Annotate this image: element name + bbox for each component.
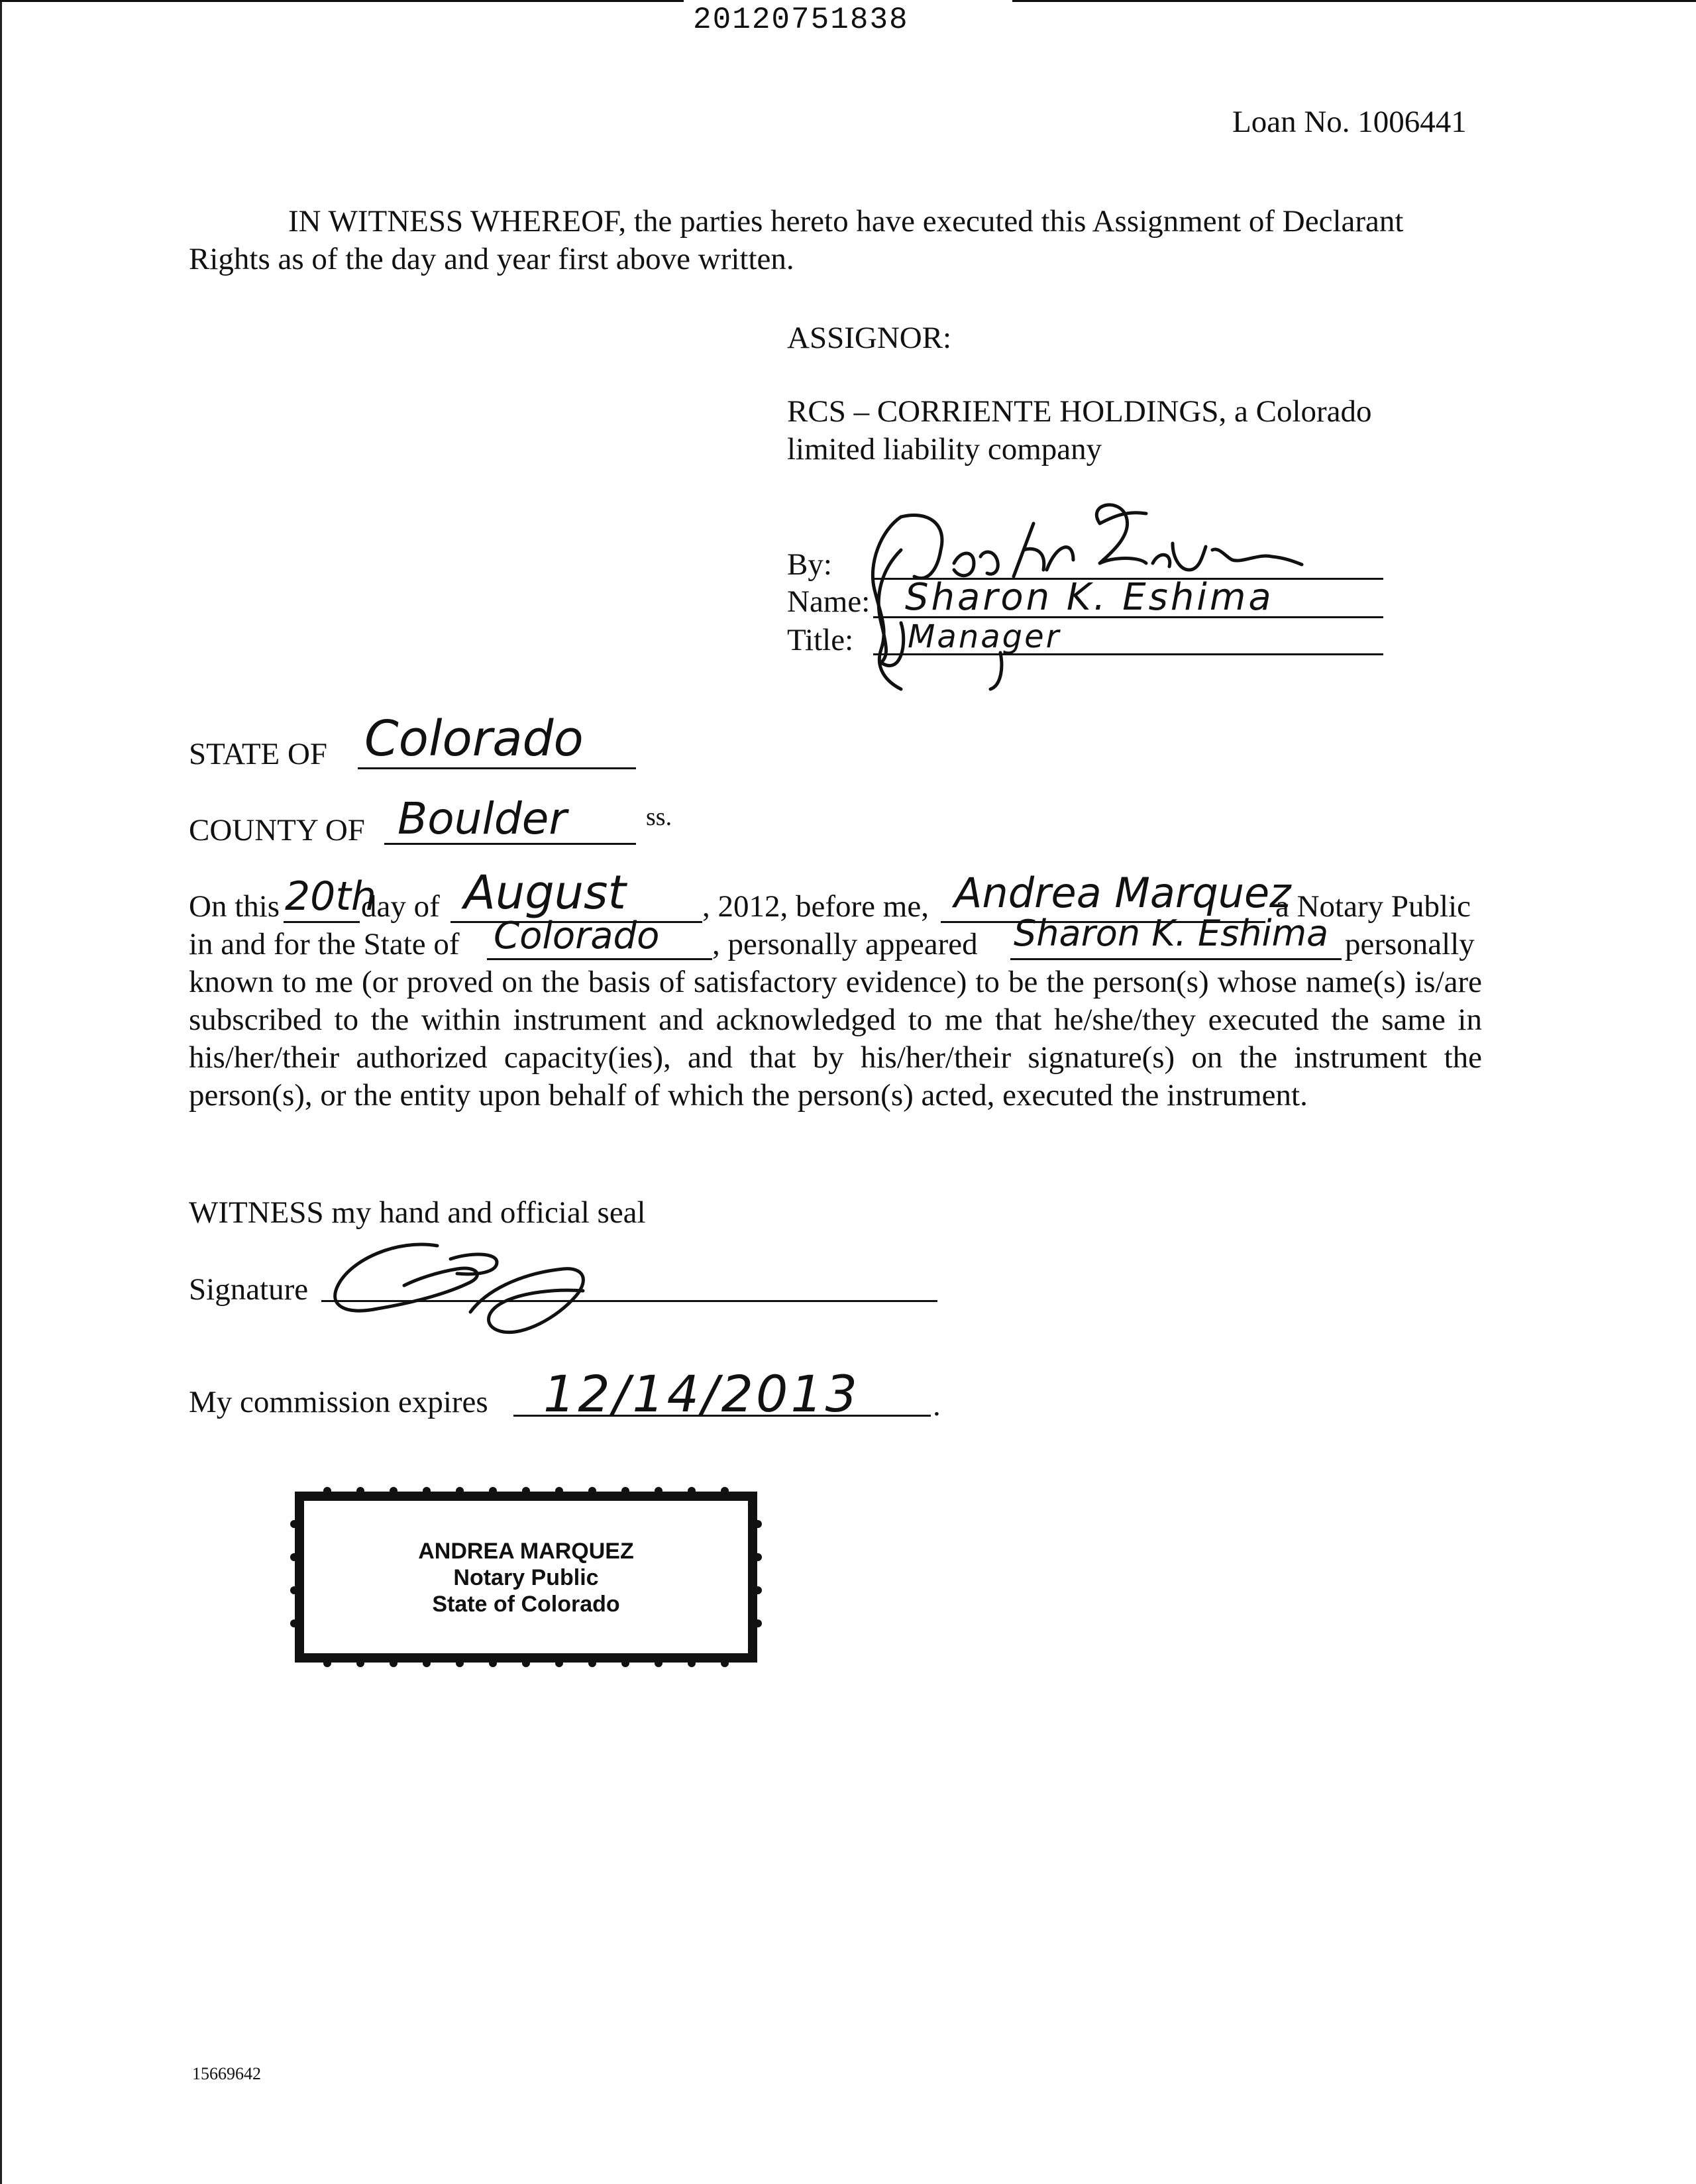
recording-number: 20120751838	[693, 3, 909, 37]
commission-value: 12/14/2013	[543, 1364, 861, 1423]
assignor-heading: ASSIGNOR:	[787, 321, 952, 355]
witness-clause-line1: IN WITNESS WHEREOF, the parties hereto have executed this Assignment of Declarant	[288, 204, 1404, 239]
ack-body: known to me (or proved on the basis of satisfactory evidence) to be the person(s) whose name(s) is/are subscribed to the within instrument and acknowledged to me that he/she/they executed the same in his/her/their authorized capacity(ies), and that by his/her/their signature(s) on the instrument the person(s), or the entity upon behalf of which the person(s) acted, executed the instrument.	[189, 965, 1482, 1113]
ack-notary-public: a Notary Public	[1275, 889, 1471, 924]
commission-period: .	[933, 1388, 941, 1423]
ack-state-value: Colorado	[494, 914, 660, 957]
stamp-state: State of Colorado	[432, 1592, 620, 1617]
scan-edge	[0, 0, 2, 2184]
witness-clause-line2: Rights as of the day and year first above written.	[189, 242, 794, 276]
ack-personally: personally	[1345, 927, 1475, 961]
name-label: Name:	[787, 584, 871, 619]
state-label: STATE OF	[189, 737, 328, 771]
county-value: Boulder	[398, 793, 567, 844]
ack-month-value: August	[464, 865, 626, 920]
top-rule-right	[1012, 0, 1696, 2]
bracket-mark	[861, 543, 928, 702]
ack-in-and-for: in and for the State of	[189, 927, 460, 961]
loan-number: Loan No. 1006441	[1232, 105, 1467, 139]
commission-label: My commission expires	[189, 1385, 488, 1419]
ack-day-of: day of	[361, 889, 440, 924]
title-descender	[987, 649, 1020, 696]
assignor-title-value: Manager	[908, 618, 1061, 655]
assignor-signature-text	[901, 523, 1274, 573]
assignor-company-line2: limited liability company	[787, 432, 1102, 466]
notary-signature	[318, 1232, 610, 1345]
title-label: Title:	[787, 623, 854, 657]
stamp-title: Notary Public	[453, 1565, 599, 1590]
top-rule-left	[0, 0, 684, 2]
ack-day-value: 20th	[285, 873, 376, 920]
ack-on-this: On this	[189, 889, 280, 924]
ack-personally-appeared: , personally appeared	[712, 927, 978, 961]
ack-state-underline	[487, 958, 712, 960]
witness-line: WITNESS my hand and official seal	[189, 1195, 646, 1230]
by-label: By:	[787, 547, 832, 582]
ack-day-underline	[284, 921, 360, 923]
state-value: Colorado	[364, 710, 584, 767]
stamp-name: ANDREA MARQUEZ	[418, 1539, 634, 1564]
ack-notary-name: Andrea Marquez	[954, 869, 1291, 917]
ack-appeared-name: Sharon K. Eshima	[1014, 912, 1329, 954]
signature-label: Signature	[189, 1272, 309, 1307]
county-label: COUNTY OF	[189, 813, 365, 847]
ss-label: ss.	[646, 803, 672, 831]
assignor-name-value: Sharon K. Eshima	[905, 576, 1274, 619]
ack-appeared-underline	[1010, 958, 1342, 960]
ack-year-text: , 2012, before me,	[702, 889, 929, 924]
footer-doc-id: 15669642	[192, 2064, 261, 2083]
assignor-company-line1: RCS – CORRIENTE HOLDINGS, a Colorado	[787, 394, 1372, 429]
